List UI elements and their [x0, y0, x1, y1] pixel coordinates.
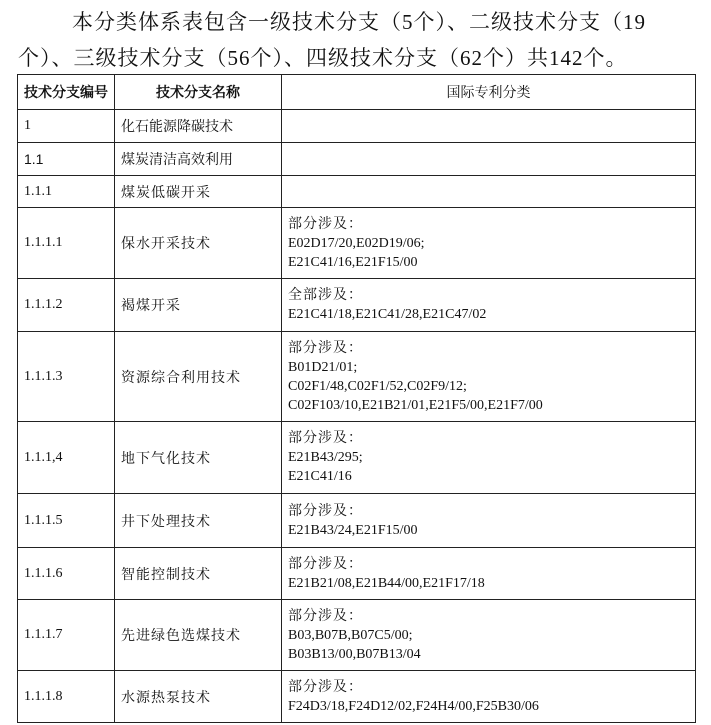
- row-ipc: [282, 600, 696, 671]
- row-ipc: [282, 208, 696, 279]
- intro-line-2: 个）、三级技术分支（56个）、四级技术分支（62个）共142个。: [18, 46, 628, 70]
- row-code: 1.1.1.2: [18, 279, 115, 332]
- table-row: [18, 208, 696, 279]
- row-name: 井下处理技术: [115, 494, 282, 548]
- ipc-line: C02F1/48,C02F1/52,C02F9/12;: [288, 378, 467, 394]
- row-code: 1.1.1.6: [18, 548, 115, 600]
- row-name: 化石能源降碳技术: [115, 110, 282, 143]
- ipc-line: F24D3/18,F24D12/02,F24H4/00,F25B30/06: [288, 698, 539, 714]
- ipc-line: E21C41/16,E21F15/00: [288, 254, 418, 270]
- header-name: 技术分支名称: [115, 75, 282, 110]
- row-name: 智能控制技术: [115, 548, 282, 600]
- row-ipc: [282, 671, 696, 723]
- ipc-line: 部分涉及：: [288, 556, 363, 572]
- row-name: 资源综合利用技术: [115, 332, 282, 422]
- ipc-line: 部分涉及：: [288, 340, 363, 356]
- row-code: 1.1.1.5: [18, 494, 115, 548]
- table-row: [18, 110, 696, 143]
- ipc-line: E21C41/16: [288, 469, 352, 484]
- row-name: 水源热泵技术: [115, 671, 282, 723]
- row-ipc: [282, 176, 696, 208]
- row-ipc: [282, 279, 696, 332]
- row-name: 保水开采技术: [115, 208, 282, 279]
- ipc-line: E21B43/24,E21F15/00: [288, 522, 418, 538]
- ipc-line: 部分涉及：: [288, 216, 363, 232]
- row-ipc: [282, 143, 696, 176]
- row-name: 褐煤开采: [115, 279, 282, 332]
- ipc-line: B03B13/00,B07B13/04: [288, 646, 421, 662]
- header-code: 技术分支编号: [18, 75, 115, 110]
- ipc-line: 部分涉及：: [288, 679, 363, 695]
- row-name: 煤炭低碳开采: [115, 176, 282, 208]
- table-row: [18, 671, 696, 723]
- row-name: 煤炭清洁高效利用: [115, 143, 282, 176]
- ipc-line: B03,B07B,B07C5/00;: [288, 627, 413, 643]
- ipc-line: C02F103/10,E21B21/01,E21F5/00,E21F7/00: [288, 397, 543, 413]
- table-row: [18, 279, 696, 332]
- ipc-line: 部分涉及：: [288, 503, 363, 519]
- ipc-line: 部分涉及：: [288, 608, 363, 624]
- classification-table: [17, 74, 696, 723]
- ipc-line: 部分涉及：: [288, 431, 363, 446]
- table-row: [18, 143, 696, 176]
- row-ipc: [282, 332, 696, 422]
- row-code: 1.1.1.7: [18, 600, 115, 671]
- row-code: 1.1: [18, 143, 115, 176]
- row-code: 1.1.1.8: [18, 671, 115, 723]
- row-code: 1.1.1.1: [18, 208, 115, 279]
- ipc-line: E02D17/20,E02D19/06;: [288, 235, 425, 251]
- header-ipc: 国际专利分类: [282, 75, 696, 110]
- row-code: 1.1.1: [18, 176, 115, 208]
- ipc-line: E21B21/08,E21B44/00,E21F17/18: [288, 575, 485, 591]
- row-code: 1.1.1.3: [18, 332, 115, 422]
- row-ipc: [282, 548, 696, 600]
- row-ipc: [282, 422, 696, 494]
- table-header-row: [18, 75, 696, 110]
- table-row: [18, 422, 696, 494]
- ipc-line: E21C41/18,E21C41/28,E21C47/02: [288, 307, 487, 322]
- row-ipc: [282, 110, 696, 143]
- table-row: [18, 176, 696, 208]
- table-row: [18, 494, 696, 548]
- row-ipc: [282, 494, 696, 548]
- table-row: [18, 600, 696, 671]
- row-name: 先进绿色选煤技术: [115, 600, 282, 671]
- row-code: 1.1.1,4: [18, 422, 115, 494]
- ipc-line: 全部涉及：: [288, 288, 363, 303]
- table-row: [18, 548, 696, 600]
- intro-line-1: 本分类体系表包含一级技术分支（5个）、二级技术分支（19: [72, 10, 646, 34]
- ipc-line: E21B43/295;: [288, 450, 363, 465]
- row-code: 1: [18, 110, 115, 143]
- table-row: [18, 332, 696, 422]
- ipc-line: B01D21/01;: [288, 359, 358, 375]
- row-name: 地下气化技术: [115, 422, 282, 494]
